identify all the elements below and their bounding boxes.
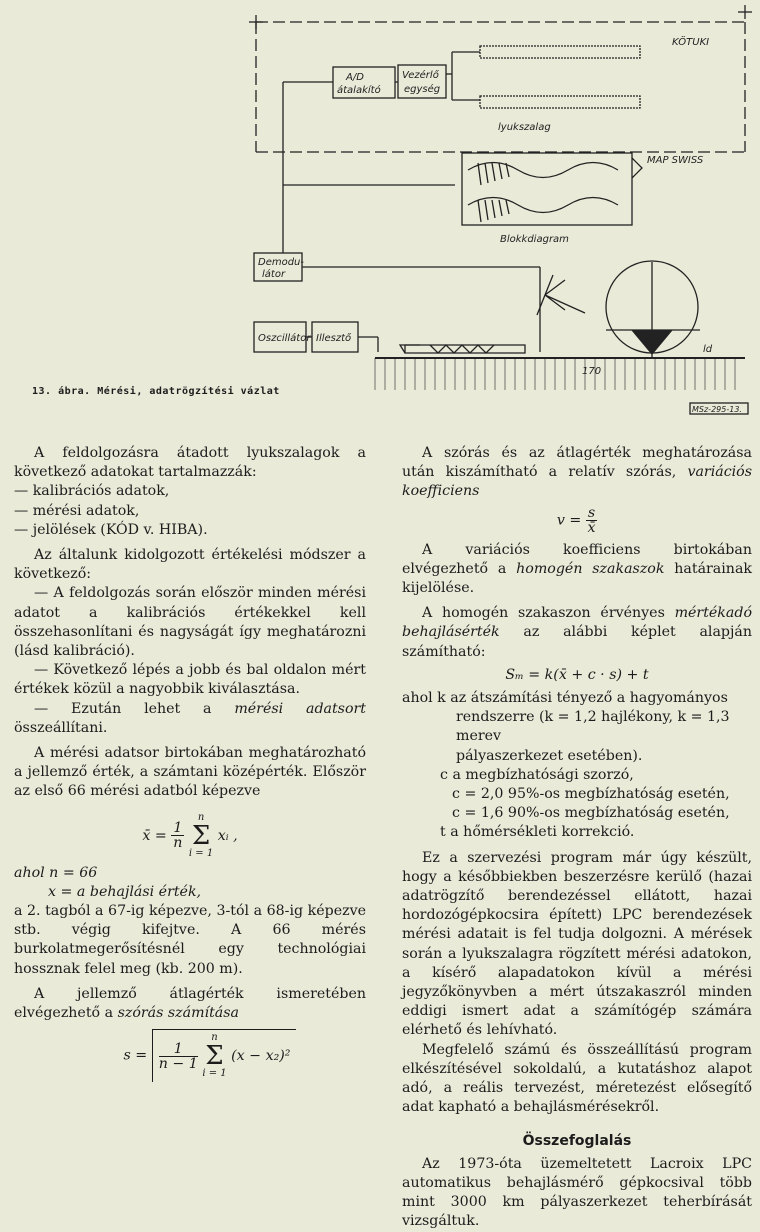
equation-variation	[402, 506, 752, 535]
paragraph: A mérési adatsor birtokában meghatározható a jellemző érték, a számtani középérték. Először az első 66 mérési adatból képezve	[14, 745, 366, 800]
label-blokkdiagram: Blokkdiagram	[500, 234, 569, 245]
block-diagram-figure	[0, 0, 760, 420]
paragraph	[402, 604, 752, 662]
c-line: c = 2,0 95%-os megbízhatóság esetén,	[452, 786, 730, 803]
label-map-swiss: MAP SWISS	[647, 155, 704, 166]
c-line: c a megbízhatósági szorzó,	[440, 766, 634, 783]
label-msz: MSz-295-13.	[692, 405, 742, 414]
eq-fraction	[586, 506, 597, 535]
paragraph: A feldolgozásra átadott lyukszalagok a következő adatokat tartalmazzák:	[14, 445, 366, 481]
paragraph: Az általunk kidolgozott értékelési módszer a következő:	[14, 547, 366, 583]
label-illeszto: Illesztő	[316, 333, 352, 344]
eq-num: 1	[173, 820, 183, 837]
diagram-svg	[0, 0, 760, 420]
figure-caption: 13. ábra. Mérési, adatrögzítési vázlat	[32, 386, 280, 397]
paragraph: a 2. tagból a 67-ig képezve, 3-tól a 68-ig képezve stb. végig kifejtve. A 66 mérés burkolatmegerősítésnél egy technológiai hossznak felel meg (kb. 200 m).	[14, 903, 366, 977]
section-heading: Összefoglalás	[522, 1132, 632, 1149]
sum-symbol: n Σ i = 1	[188, 811, 214, 859]
c-line: c = 1,6 90%-os megbízhatóság esetén,	[452, 805, 730, 822]
eq-den: x̄	[587, 519, 596, 536]
text: az alábbi képlet alapján számítható:	[402, 624, 752, 660]
sum-symbol: n Σ i = 1	[202, 1032, 227, 1080]
paragraph: Ez a szervezési program már úgy készült, hogy a későbbiekben beszerzésre kerülő (hazai adatrögzítő berendezéssel ellátott, hazai hordozógépkocsira épített) LPC berendezések mérési adatait is fel tudja dolgozni. A mérések során a lyukszalagra rögzített mérési adatokon, a kísérő alapadatokon kívül a mérési jegyzőkönyvben a mért útszakaszról minden eddigi ismert adat a számítógép számára elérhető és lehívható.	[402, 849, 752, 1039]
eq-fraction	[171, 821, 184, 850]
list-item: — mérési adatok,	[14, 502, 140, 519]
k-line: rendszerre (k = 1,2 hajlékony, k = 1,3 merev	[456, 709, 730, 745]
label-ad: A/D	[346, 72, 364, 83]
text: összeállítani.	[14, 719, 108, 736]
text: A szórás és az átlagérték meghatározása után kiszámítható a relatív szórás,	[402, 445, 752, 481]
label-170: 170	[582, 366, 602, 377]
paragraph	[14, 985, 366, 1023]
eq-lhs: v =	[556, 512, 582, 529]
emphasis: mérési adatsort	[234, 700, 366, 717]
eq-num: 1	[159, 1042, 198, 1057]
paragraph: — Következő lépés a jobb és bal oldalon mért értékek közül a nagyobbik kiválasztása.	[14, 662, 366, 698]
eq-rhs: xᵢ ,	[217, 827, 238, 844]
k-line: pályaszerkezet esetében).	[456, 747, 643, 764]
label-demodulator: Demodu-	[258, 257, 305, 268]
label-kotuki: KÖTUKI	[672, 37, 710, 48]
equation-sm: Sₘ = k(x̄ + c · s) + t	[505, 666, 649, 683]
sum-top: n	[211, 1032, 218, 1044]
eq-den: n	[173, 835, 183, 852]
k-line: ahol k az átszámítási tényező a hagyományos	[402, 690, 728, 707]
label-demodulator2: látor	[262, 269, 286, 280]
label-vezerlo: Vezérlő	[402, 70, 439, 81]
text: A variációs koefficiens birtokában elvégezhető a	[402, 541, 752, 577]
eq-lhs: x̄ =	[142, 827, 167, 844]
emphasis: szórás számítása	[117, 1005, 239, 1022]
equation-mean	[14, 812, 366, 860]
sum-bottom: i = 1	[188, 847, 214, 859]
eq-num: s	[587, 504, 596, 521]
paragraph: — A feldolgozás során először minden mérési adatot a kalibrációs értékekkel kell összehasonlítani és nagyságát így meghatározni (lásd kalibráció).	[14, 585, 366, 660]
x-definition: x = a behajlási érték,	[48, 883, 202, 900]
list-item: — jelölések (KÓD v. HIBA).	[14, 521, 208, 538]
label-lyukszalag: lyukszalag	[498, 122, 551, 133]
list-item: — kalibrációs adatok,	[14, 483, 170, 500]
sum-bottom: i = 1	[202, 1068, 227, 1080]
label-oszcillator: Oszcillátor	[258, 333, 311, 344]
emphasis: homogén szakaszok	[516, 560, 665, 577]
eq-lhs: s =	[123, 1047, 148, 1064]
paragraph: Az 1973-óta üzemeltetett Lacroix LPC automatikus behajlásmérő gépkocsival több mint 3000 km pályaszerkezet teherbírását vizsgáltuk.	[402, 1155, 752, 1230]
emphasis: variációs koefficiens	[402, 464, 752, 500]
eq-rhs: (x − x₂)²	[231, 1048, 291, 1065]
sum-top: n	[197, 811, 205, 823]
label-ad2: átalakító	[337, 85, 381, 96]
left-column	[14, 444, 366, 1082]
text: határainak kijelölése.	[402, 560, 752, 597]
sqrt	[152, 1029, 297, 1082]
paragraph: Megfelelő számú és összeállítású program elkészítésével sokoldalú, a kutatáshoz alapot adó, a reális tervezést, méretezést elősegítő adat kapható a behajlásmérésekről.	[402, 1041, 752, 1116]
paragraph	[14, 700, 366, 738]
paragraph	[402, 541, 752, 599]
label-ld: ld	[703, 344, 713, 355]
emphasis: mértékadó behajlásérték	[402, 605, 752, 641]
label-egyseg: egység	[404, 84, 441, 95]
text: A jellemző átlagérték ismeretében elvégezhető a	[14, 985, 366, 1022]
where-n: ahol n = 66	[14, 864, 98, 881]
eq-den: n − 1	[158, 1055, 198, 1072]
paragraph	[402, 444, 752, 502]
equation-deviation	[54, 1029, 366, 1082]
text: A homogén szakaszon érvényes	[422, 605, 675, 622]
text: — Ezután lehet a	[34, 700, 235, 717]
t-line: t a hőmérsékleti korrekció.	[440, 824, 635, 841]
eq-fraction	[159, 1042, 198, 1071]
right-column	[402, 444, 752, 1232]
